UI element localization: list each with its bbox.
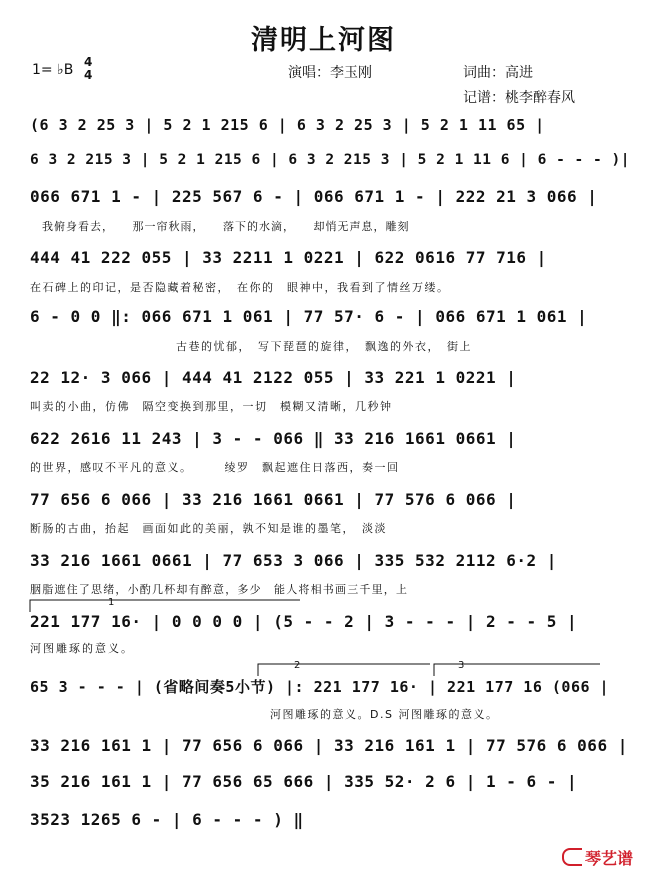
- key-signature: 1= ♭B: [32, 62, 74, 78]
- time-signature-top: 4: [84, 55, 93, 69]
- score-row-9: 33 216 1661 0661 | 77 653 3 066 | 335 532 2112 6·2 |: [30, 551, 557, 570]
- lyrics-row-6: 叫卖的小曲，仿佛 隔空变换到那里，一切 模糊又清晰，几秒钟: [30, 400, 393, 413]
- watermark-logo: [562, 846, 633, 869]
- score-row-4: 444 41 222 055 | 33 2211 1 0221 | 622 0616 77 716 |: [30, 248, 547, 267]
- transcriber-credit: 记谱：桃李醉春风: [463, 90, 575, 106]
- lyrics-row-7: 的世界，感叹不平凡的意义。 绫罗 飘起遮住日落西，奏一回: [30, 461, 400, 474]
- lyrics-row-4: 在石碑上的印记，是否隐藏着秘密， 在你的 眼神中，我看到了情丝万缕。: [30, 281, 450, 294]
- score-row-1: (6 3 2 25 3 | 5 2 1 215 6 | 6 3 2 25 3 | 5 2 1 11 65 |: [30, 116, 545, 134]
- lyrics-row-3: 我俯身看去， 那一帘秋雨， 落下的水滴， 却悄无声息，雕刻: [42, 220, 410, 233]
- score-row-7: 622 2616 11 243 | 3 - - 066 ‖ 33 216 1661 0661 |: [30, 429, 517, 448]
- volta-third-ending: 3: [458, 660, 465, 671]
- score-row-12: 33 216 161 1 | 77 656 6 066 | 33 216 161 1 | 77 576 6 066 |: [30, 736, 628, 755]
- watermark-text: 琴艺谱: [584, 849, 633, 868]
- composer-credit: 词曲：高进: [463, 65, 533, 81]
- volta-first-ending: 1: [108, 597, 115, 608]
- lyrics-row-10: 河图雕琢的意义。: [30, 642, 134, 655]
- score-row-5: 6 - 0 0 ‖: 066 671 1 061 | 77 57· 6 - | 066 671 1 061 |: [30, 307, 588, 326]
- qinyipu-logo-icon: [562, 848, 582, 866]
- score-row-2: 6 3 2 215 3 | 5 2 1 215 6 | 6 3 2 215 3 | 5 2 1 11 6 | 6 - - - )|: [30, 152, 630, 168]
- score-row-11: 65 3 - - - | (省略间奏5小节) |: 221 177 16· | 221 177 16 (066 |: [30, 678, 610, 696]
- score-row-14: 3523 1265 6 - | 6 - - - ) ‖: [30, 810, 304, 829]
- lyrics-row-8: 断肠的古曲，抬起 画面如此的美丽，孰不知是谁的墨笔， 淡淡: [30, 522, 387, 535]
- singer-credit: 演唱：李玉刚: [288, 65, 372, 81]
- volta-second-ending: 2: [294, 660, 301, 671]
- score-row-13: 35 216 161 1 | 77 656 65 666 | 335 52· 2 6 | 1 - 6 - |: [30, 772, 578, 791]
- score-title: 清明上河图: [251, 25, 396, 56]
- lyrics-row-5: 古巷的忧郁， 写下琵琶的旋律， 飘逸的外衣， 街上: [176, 340, 472, 353]
- time-signature-bottom: 4: [84, 68, 93, 82]
- score-row-8: 77 656 6 066 | 33 216 1661 0661 | 77 576 6 066 |: [30, 490, 517, 509]
- score-row-3: 066 671 1 - | 225 567 6 - | 066 671 1 - | 222 21 3 066 |: [30, 187, 598, 206]
- lyrics-row-11: 河图雕琢的意义。D.S 河图雕琢的意义。: [270, 708, 499, 721]
- score-row-10: 221 177 16· | 0 0 0 0 | (5 - - 2 | 3 - - - | 2 - - 5 |: [30, 612, 578, 631]
- lyrics-row-9: 胭脂遮住了思绪，小酌几杯却有醉意，多少 能人将相书画三千里，上: [30, 583, 409, 596]
- score-row-6: 22 12· 3 066 | 444 41 2122 055 | 33 221 1 0221 |: [30, 368, 517, 387]
